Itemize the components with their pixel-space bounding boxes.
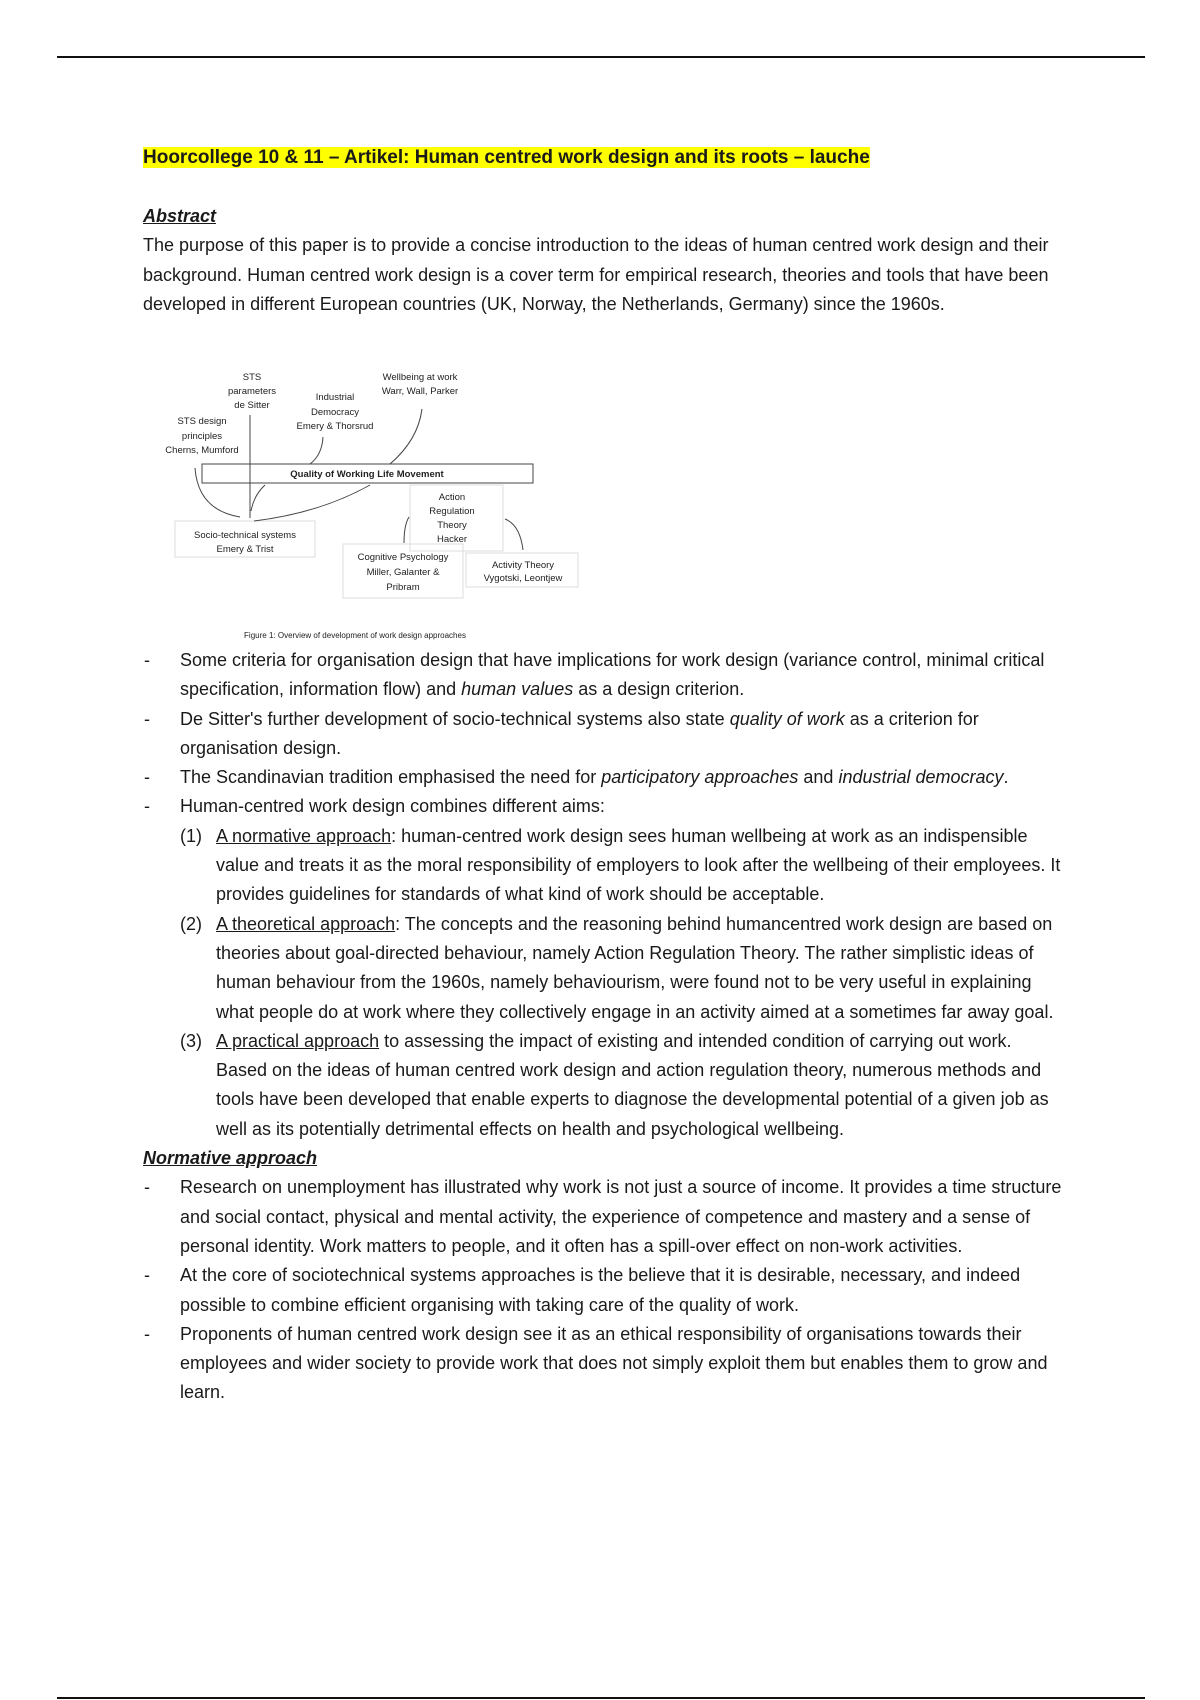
abstract-heading: Abstract	[143, 206, 217, 226]
emphasis: quality of work	[729, 708, 845, 729]
criteria-list	[143, 646, 1063, 1144]
abstract-text: The purpose of this paper is to provide a concise introduction to the ideas of human centred work design and their background. Human centred work design is a cover term for empirical research, theories and tools that have been developed in different European countries (UK, Norway, the Netherlands, Germany) since the 1960s.	[143, 235, 1049, 314]
text: Some criteria for organisation design that have implications for work design (variance control, minimal critical specification, information flow) and	[180, 650, 1045, 700]
aim-label: A practical approach	[216, 1030, 380, 1051]
list-item	[143, 792, 1063, 1144]
node-action-regulation: Action	[438, 492, 466, 503]
footer-rule	[57, 1697, 1145, 1699]
node-text: de Sitter	[234, 400, 270, 411]
node-text: Vygotski, Leontjew	[483, 573, 563, 584]
node-text: Emery & Thorsrud	[296, 421, 374, 432]
text: The Scandinavian tradition emphasised the need for	[180, 767, 602, 788]
list-item: - Research on unemployment has illustrated why work is not just a source of income. It provides a time structure and social contact, physical and mental activity, the experience of competence and mastery and a sense of personal identity. Work matters to people, and it often has a spill-over effect on non-work activities.	[143, 1173, 1063, 1261]
figure-caption: Figure 1: Overview of development of work design approaches	[244, 631, 466, 640]
connector-line	[251, 485, 265, 511]
body-section	[143, 646, 1063, 1408]
emphasis: industrial democracy	[838, 767, 1004, 788]
list-item	[143, 646, 1063, 705]
header-rule	[57, 56, 1145, 58]
connector-line	[404, 517, 409, 543]
list-item: - At the core of sociotechnical systems approaches is the believe that it is desirable, necessary, and indeed possible to combine efficient organising with taking care of the quality of work.	[143, 1261, 1063, 1320]
connector-line	[505, 519, 523, 550]
node-text: Theory	[437, 520, 467, 531]
normative-heading: Normative approach	[143, 1148, 318, 1169]
text: .	[1003, 767, 1009, 788]
list-item: - Proponents of human centred work design see it as an ethical responsibility of organisations towards their employees and wider society to provide work that does not simply exploit them but enables them to grow and learn.	[143, 1320, 1063, 1408]
figure-work-design-development	[130, 325, 600, 645]
node-text: principles	[181, 431, 223, 442]
aims-list	[180, 822, 1063, 1144]
node-text: Miller, Galanter &	[366, 567, 440, 578]
node-text: Emery & Trist	[216, 544, 274, 555]
node-text: Democracy	[310, 407, 360, 418]
connector-line	[254, 485, 370, 521]
aim-item	[180, 910, 1063, 1027]
node-sts-parameters: STS	[242, 372, 262, 383]
list-item	[143, 705, 1063, 764]
node-text: Cherns, Mumford	[165, 445, 239, 456]
aim-number: (1)	[180, 825, 202, 846]
aim-item	[180, 1027, 1063, 1144]
aim-text: : human-centred work design sees human wellbeing at work as an indispensible value and treats it as the moral responsibility of employers to look after the wellbeing of their employees. It provides guidelines for standards of what kind of work should be acceptable.	[216, 825, 1061, 905]
aim-number: (2)	[180, 913, 202, 934]
aim-text: to assessing the impact of existing and intended condition of carrying out work. Based on the ideas of human centred work design and action regulation theory, numerous methods and tools have been developed that enable experts to diagnose the developmental potential of a given job as well as its potentially detrimental effects on health and psychological wellbeing.	[216, 1030, 1049, 1139]
node-socio-technical: Socio-technical systems	[194, 530, 296, 541]
text: and	[798, 767, 839, 788]
aim-number: (3)	[180, 1030, 202, 1051]
emphasis: participatory approaches	[601, 767, 799, 788]
text: De Sitter's further development of socio-technical systems also state	[180, 708, 730, 729]
normative-list	[143, 1173, 1063, 1407]
node-cognitive: Cognitive Psychology	[357, 552, 449, 563]
text: as a criterion for organisation design.	[180, 708, 979, 758]
document-title: Hoorcollege 10 & 11 – Artikel: Human centred work design and its roots – lauche	[143, 147, 870, 168]
emphasis: human values	[461, 679, 574, 700]
node-industrial-democracy: Industrial	[315, 392, 355, 403]
node-sts-design: STS design	[177, 416, 227, 427]
list-item	[143, 763, 1063, 792]
intro-section	[143, 143, 1063, 319]
node-text: parameters	[227, 386, 277, 397]
connector-line	[310, 437, 323, 464]
node-text: Regulation	[429, 506, 475, 517]
aim-text: : The concepts and the reasoning behind humancentred work design are based on theories about goal-directed behaviour, namely Action Regulation Theory. The rather simplistic ideas of human behaviour from the 1960s, namely behaviourism, were found not to be very useful in explaining what people do at work where they collectively engage in an activity aimed at a sometimes far away goal.	[216, 913, 1054, 1022]
aim-item	[180, 822, 1063, 910]
node-text: Hacker	[436, 534, 468, 545]
text: Human-centred work design combines different aims:	[180, 796, 605, 817]
aim-label: A theoretical approach	[216, 913, 396, 934]
text: as a design criterion.	[573, 679, 745, 700]
node-text: Pribram	[386, 582, 420, 593]
aim-label: A normative approach	[216, 825, 392, 846]
node-wellbeing: Wellbeing at work	[382, 372, 458, 383]
node-activity: Activity Theory	[491, 560, 555, 571]
node-text: Warr, Wall, Parker	[381, 386, 459, 397]
node-qwl: Quality of Working Life Movement	[290, 469, 444, 480]
connector-line	[390, 409, 422, 464]
